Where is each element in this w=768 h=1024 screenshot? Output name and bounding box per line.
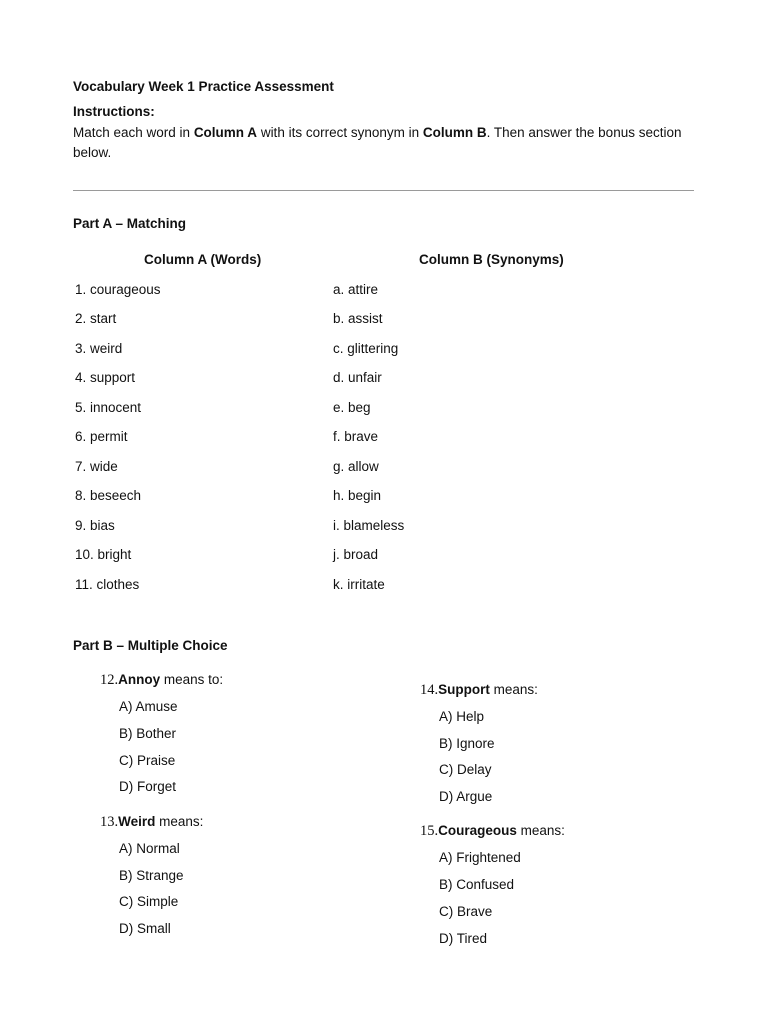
word-item: 11. clothes bbox=[75, 577, 140, 592]
synonym-item: f. brave bbox=[333, 429, 379, 444]
word-item: 4. support bbox=[75, 370, 136, 385]
synonym-item: d. unfair bbox=[333, 370, 382, 385]
part-a-heading: Part A – Matching bbox=[73, 216, 187, 231]
question-number: 13. bbox=[100, 814, 119, 830]
synonym-item: i. blameless bbox=[333, 518, 405, 533]
instructions-text-part: . Then answer the bonus section below. bbox=[73, 125, 682, 160]
question-stem bbox=[420, 682, 538, 699]
question-text: means: bbox=[516, 823, 565, 838]
answer-option: B) Strange bbox=[119, 868, 184, 883]
word-item: 10. bright bbox=[75, 547, 132, 562]
question-word: Weird bbox=[118, 814, 156, 829]
answer-option: D) Argue bbox=[439, 789, 493, 804]
column-b-header: Column B (Synonyms) bbox=[419, 252, 564, 267]
answer-option: D) Tired bbox=[439, 931, 488, 946]
section-divider bbox=[73, 190, 694, 191]
answer-option: B) Bother bbox=[119, 726, 177, 741]
synonym-item: c. glittering bbox=[333, 341, 399, 356]
word-item: 8. beseech bbox=[75, 488, 142, 503]
synonym-item: b. assist bbox=[333, 311, 383, 326]
answer-option: B) Ignore bbox=[439, 736, 495, 751]
synonym-item: e. beg bbox=[333, 400, 371, 415]
question-text: means to: bbox=[160, 672, 224, 687]
column-a-header: Column A (Words) bbox=[144, 252, 262, 267]
question-word: Annoy bbox=[118, 672, 161, 687]
answer-option: D) Forget bbox=[119, 779, 177, 794]
instructions-text-part: Match each word in bbox=[73, 125, 194, 140]
answer-option: D) Small bbox=[119, 921, 171, 936]
answer-option: C) Brave bbox=[439, 904, 493, 919]
answer-option: A) Frightened bbox=[439, 850, 521, 865]
answer-option: A) Amuse bbox=[119, 699, 178, 714]
question-text: means: bbox=[155, 814, 204, 829]
synonym-item: a. attire bbox=[333, 282, 379, 297]
part-b-heading: Part B – Multiple Choice bbox=[73, 638, 228, 653]
answer-option: C) Simple bbox=[119, 894, 179, 909]
synonym-item: k. irritate bbox=[333, 577, 385, 592]
question-number: 14. bbox=[420, 682, 439, 698]
word-item: 7. wide bbox=[75, 459, 118, 474]
document-title: Vocabulary Week 1 Practice Assessment bbox=[73, 79, 334, 94]
column-a-reference: Column A bbox=[193, 125, 258, 140]
answer-option: A) Help bbox=[439, 709, 485, 724]
question-stem bbox=[100, 814, 203, 831]
question-text: means: bbox=[489, 682, 538, 697]
instructions-text bbox=[73, 123, 683, 163]
word-item: 2. start bbox=[75, 311, 117, 326]
question-number: 12. bbox=[100, 672, 119, 688]
answer-option: B) Confused bbox=[439, 877, 515, 892]
answer-option: C) Praise bbox=[119, 753, 176, 768]
column-b-reference: Column B bbox=[422, 125, 487, 140]
synonym-item: j. broad bbox=[333, 547, 379, 562]
question-number: 15. bbox=[420, 823, 439, 839]
instructions-heading: Instructions: bbox=[73, 104, 155, 119]
synonym-item: g. allow bbox=[333, 459, 379, 474]
instructions-text-part: with its correct synonym in bbox=[257, 125, 423, 140]
word-item: 5. innocent bbox=[75, 400, 142, 415]
word-item: 6. permit bbox=[75, 429, 128, 444]
question-word: Courageous bbox=[438, 823, 517, 838]
synonym-item: h. begin bbox=[333, 488, 382, 503]
question-stem bbox=[420, 823, 565, 840]
question-stem bbox=[100, 672, 223, 689]
answer-option: C) Delay bbox=[439, 762, 492, 777]
word-item: 1. courageous bbox=[75, 282, 161, 297]
word-item: 3. weird bbox=[75, 341, 123, 356]
answer-option: A) Normal bbox=[119, 841, 180, 856]
question-word: Support bbox=[438, 682, 490, 697]
word-item: 9. bias bbox=[75, 518, 115, 533]
